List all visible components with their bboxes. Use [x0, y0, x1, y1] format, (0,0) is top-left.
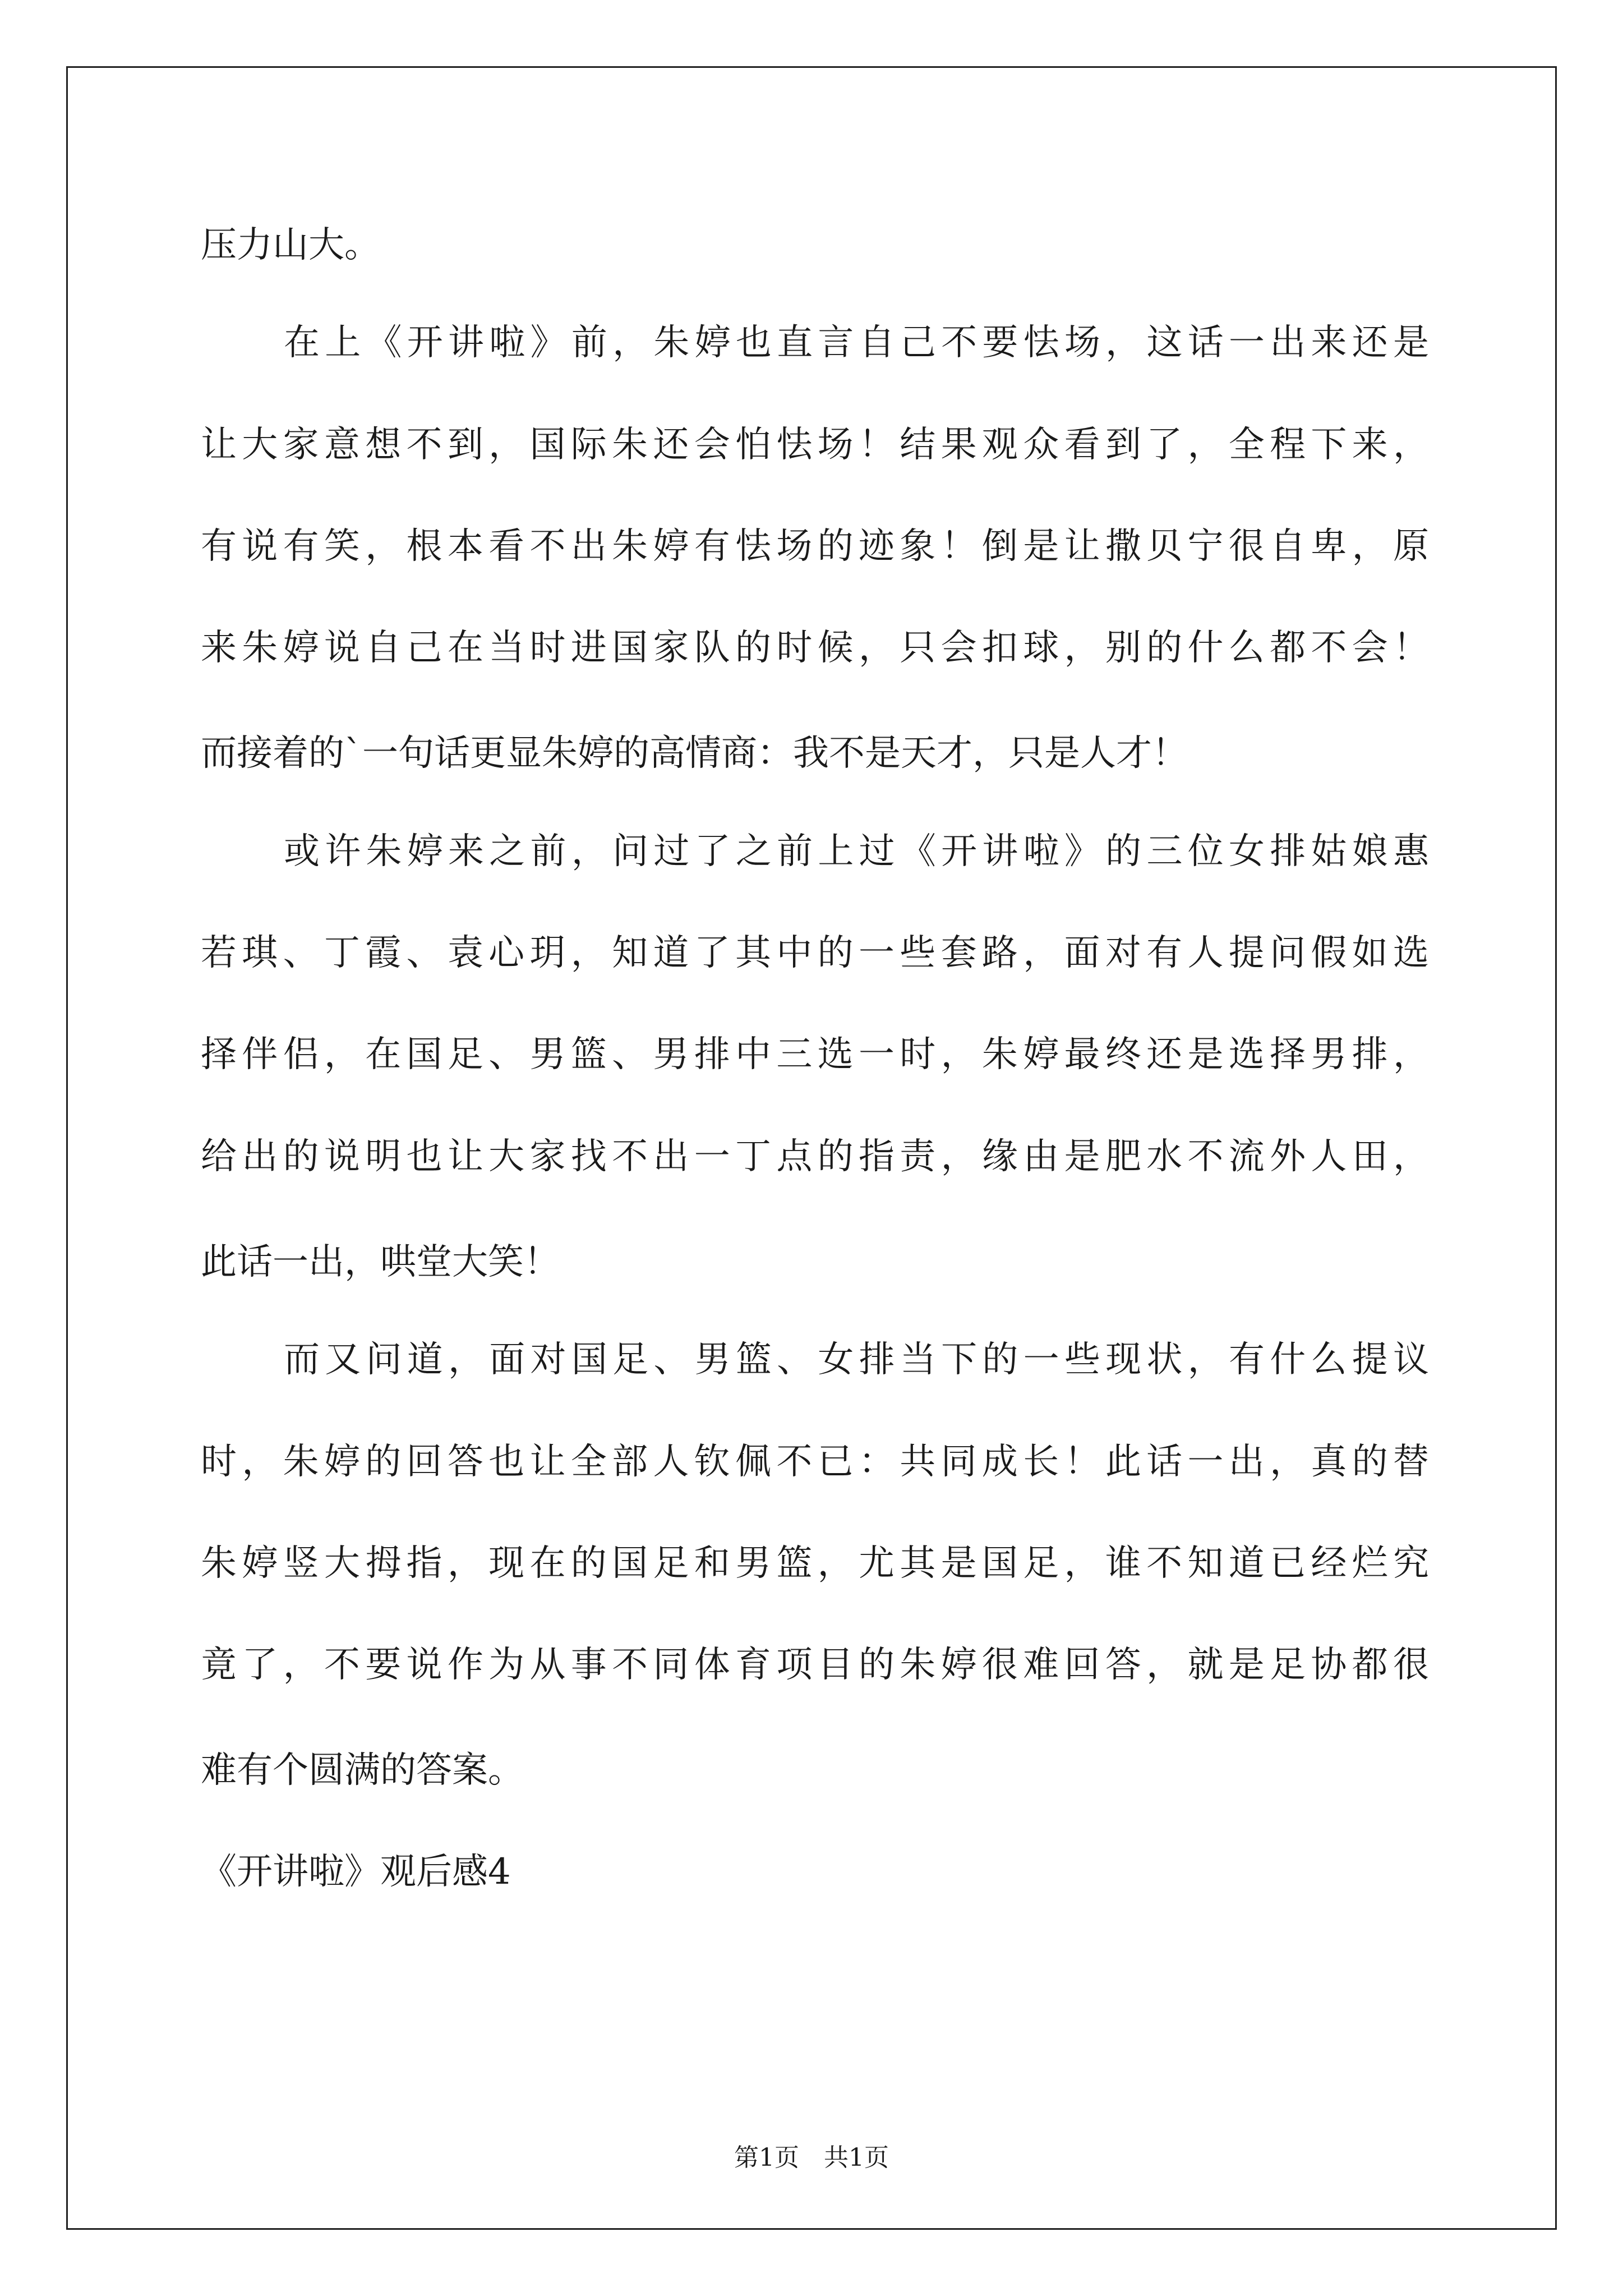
- text-line: 压力山大。: [201, 224, 380, 266]
- paragraph-first-line: 而又问道，面对国足、男篮、女排当下的一些现状，有什么提议: [284, 1339, 1429, 1381]
- text-line: 择伴侣，在国足、男篮、男排中三选一时，朱婷最终还是选择男排，: [201, 1034, 1429, 1076]
- text-line: 而接着的`一句话更显朱婷的高情商：我不是天才，只是人才！: [201, 733, 1188, 775]
- text-line: 给出的说明也让大家找不出一丁点的指责，缘由是肥水不流外人田，: [201, 1135, 1429, 1177]
- paragraph-first-line: 或许朱婷来之前，问过了之前上过《开讲啦》的三位女排姑娘惠: [284, 830, 1429, 872]
- document-body: [201, 191, 1429, 1920]
- text-line: 朱婷竖大拇指，现在的国足和男篮，尤其是国足，谁不知道已经烂究: [201, 1542, 1429, 1584]
- text-line: 来朱婷说自己在当时进国家队的时候，只会扣球，别的什么都不会！: [201, 627, 1429, 669]
- text-line: 时，朱婷的回答也让全部人钦佩不已：共同成长！此话一出，真的替: [201, 1441, 1429, 1483]
- text-line: 难有个圆满的答案。: [201, 1750, 524, 1792]
- text-line: 竟了，不要说作为从事不同体育项目的朱婷很难回答，就是足协都很: [201, 1644, 1429, 1686]
- page-number: 第1页 共1页: [734, 2143, 889, 2172]
- text-line: 有说有笑，根本看不出朱婷有怯场的迹象！倒是让撒贝宁很自卑，原: [201, 525, 1429, 567]
- paragraph-first-line: 在上《开讲啦》前，朱婷也直言自己不要怯场，这话一出来还是: [284, 322, 1429, 364]
- section-heading: 《开讲啦》观后感4: [201, 1851, 511, 1893]
- text-line: 让大家意想不到，国际朱还会怕怯场！结果观众看到了，全程下来，: [201, 424, 1429, 466]
- text-line: 若琪、丁霞、袁心玥，知道了其中的一些套路，面对有人提问假如选: [201, 932, 1429, 974]
- page-footer: [0, 2137, 1623, 2173]
- text-line: 此话一出，哄堂大笑！: [201, 1241, 560, 1283]
